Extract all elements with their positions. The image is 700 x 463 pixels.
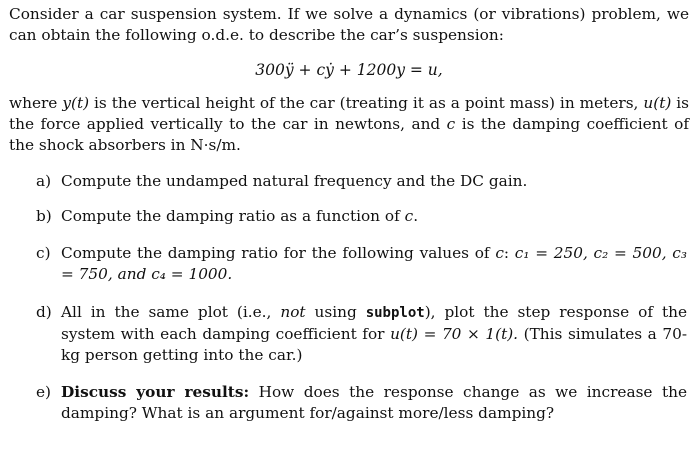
question-c-text: Compute the damping ratio for the following values of — [61, 244, 496, 262]
question-d-expr: u(t) = 70 × 1(t). — [390, 325, 519, 343]
question-c-colon: : — [503, 244, 515, 262]
description-paragraph — [9, 93, 689, 156]
var-u-of-t: u(t) — [643, 94, 672, 112]
question-d-text-1: All in the same plot (i.e., — [61, 303, 281, 321]
question-c — [9, 243, 689, 285]
question-d-text-2: using — [305, 303, 366, 321]
question-d — [9, 302, 689, 366]
question-c-values: c₁ = 250, c₂ = 500, c₃ = 750, and c₄ = 1000. — [61, 244, 687, 283]
ode-equation: 300ÿ + cẏ + 1200y = u, — [255, 61, 443, 79]
question-a — [9, 171, 689, 192]
question-e — [9, 382, 689, 424]
question-e-label: e) — [36, 383, 52, 401]
question-d-text-3: ), plot the step response of the system with each damping coefficient for — [61, 303, 687, 343]
intro-paragraph — [9, 4, 689, 46]
description-text-4: is the damping coefficient of the shock absorbers in N·s/m. — [9, 115, 690, 154]
question-c-label: c) — [36, 244, 51, 262]
question-d-not: not — [280, 303, 306, 321]
var-y-of-t: y(t) — [62, 94, 90, 112]
question-e-heading: Discuss your results: — [61, 383, 250, 401]
var-c: c — [446, 115, 456, 133]
question-d-code: subplot — [365, 305, 425, 321]
question-b-var: c — [404, 207, 414, 225]
description-text-2: is the vertical height of the car (treating it as a point mass) in meters, — [89, 94, 644, 112]
question-c-var: c — [495, 244, 504, 262]
description-text-1: where — [9, 94, 63, 112]
question-b-text: Compute the damping ratio as a function of — [61, 207, 405, 225]
question-b-label: b) — [36, 207, 52, 225]
question-b-end: . — [413, 207, 419, 225]
question-e-text: How does the response change as we increase the damping? What is an argument for/against more/less damping? — [61, 383, 687, 422]
question-d-label: d) — [36, 303, 52, 321]
question-b — [9, 206, 689, 227]
description-text-3: is the force applied vertically to the car in newtons, and — [9, 94, 690, 133]
intro-text: Consider a car suspension system. If we solve a dynamics (or vibrations) problem, we can obtain the following o.d.e. to describe the car’s suspension: — [9, 5, 689, 44]
problem-document — [9, 4, 689, 424]
question-a-text: Compute the undamped natural frequency and the DC gain. — [61, 172, 528, 190]
question-a-label: a) — [36, 172, 52, 190]
question-d-text-4: (This simulates a 70-kg person getting into the car.) — [61, 325, 687, 364]
